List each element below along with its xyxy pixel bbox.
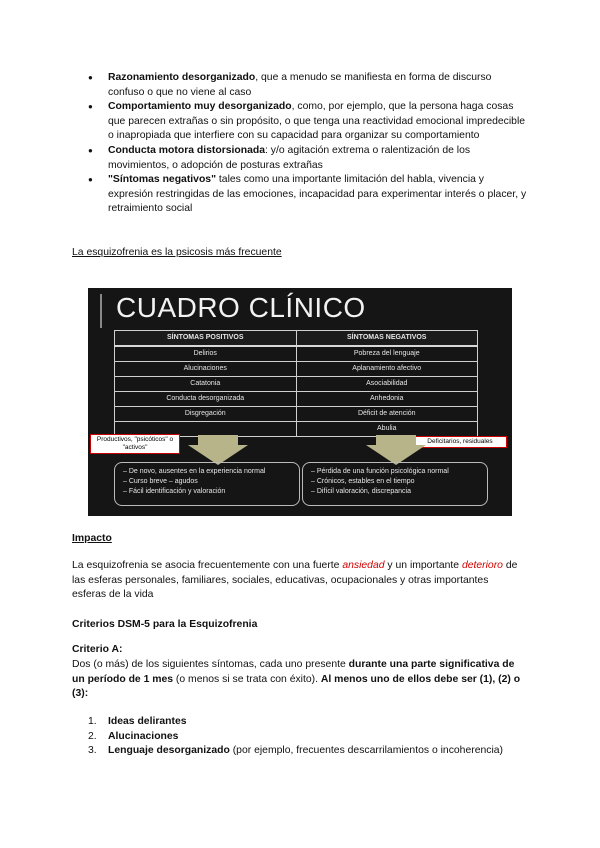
trait-line: – Difícil valoración, discrepancia (311, 488, 411, 495)
text-run: La esquizofrenia se asocia frecuentemente con una fuerte (72, 560, 343, 571)
list-number: 3. (88, 745, 97, 757)
trait-line: – Crónicos, estables en el tiempo (311, 478, 415, 485)
criterio-a-heading: Criterio A: (72, 644, 123, 655)
symptom-bullet-list (88, 71, 528, 217)
symptoms-table (114, 330, 478, 437)
text-run: (o menos si se trata con éxito). (173, 673, 321, 685)
productive-tag: Productivos, "psicóticos" o "activos" (90, 434, 180, 454)
trait-line: – Curso breve – agudos (123, 478, 198, 485)
bullet-bold: Comportamiento muy desorganizado (108, 101, 292, 113)
negative-traits-box (302, 462, 488, 506)
trait-line: – De novo, ausentes en la experiencia normal (123, 468, 266, 475)
header-positive: SÍNTOMAS POSITIVOS (115, 331, 297, 347)
table-cell: Abulia (296, 422, 478, 437)
table-cell: Asociabilidad (296, 377, 478, 392)
impacto-paragraph (72, 559, 522, 603)
down-arrow-icon (366, 435, 426, 465)
list-item (88, 730, 508, 745)
text-run: y un importante (384, 560, 462, 571)
slide-title: CUADRO CLÍNICO (116, 292, 366, 323)
table-cell: Anhedonia (296, 392, 478, 407)
list-bold: Alucinaciones (108, 730, 179, 742)
bullet-text: : y/o agitación extrema o ralentización de los movimientos, o adopción de posturas extrañas (108, 144, 471, 171)
list-text: (por ejemplo, frecuentes descarrilamientos o incoherencia) (229, 745, 504, 757)
trait-line: – Pérdida de una función psicológica normal (311, 468, 449, 475)
table-row (115, 362, 478, 377)
highlight-deterioro: deterioro (461, 560, 503, 571)
deficit-tag: Deficitarios, residuales (413, 436, 507, 448)
table-cell: Pobreza del lenguaje (296, 346, 478, 362)
table-cell: Alucinaciones (115, 362, 297, 377)
highlight-ansiedad: ansiedad (342, 560, 385, 571)
criterio-a-intro (72, 658, 522, 702)
text-run: de las esferas personales, familiares, sociales, educativas, ocupacionales y otras importantes esferas de la vida (72, 560, 518, 601)
positive-traits-box (114, 462, 300, 506)
bullet-bold: "Síntomas negativos" (108, 174, 217, 186)
table-cell: Catatonia (115, 377, 297, 392)
bold-run: durante una parte significativa de un período de 1 mes (72, 659, 515, 685)
slide-accent-bar (100, 294, 102, 328)
text-run: Dos (o más) de los siguientes síntomas, cada uno presente (72, 659, 349, 670)
criteria-list (88, 715, 508, 759)
bullet-bold: Razonamiento desorganizado (108, 72, 256, 83)
table-cell: Delirios (115, 346, 297, 362)
list-item (88, 744, 508, 759)
trait-line: – Fácil identificación y valoración (123, 488, 226, 495)
table-row (115, 392, 478, 407)
bullet-text: , que a menudo se manifiesta en forma de discurso confuso o que no viene al caso (108, 72, 492, 98)
table-row (115, 407, 478, 422)
table-cell: Aplanamiento afectivo (296, 362, 478, 377)
list-number: 1. (88, 716, 97, 727)
list-item (88, 715, 508, 730)
bullet-text: tales como una importante limitación del habla, vivencia y expresión restringidas de las emociones, incapacidad para experimentar interés o placer, y retraimiento social (108, 174, 527, 215)
list-bold: Ideas delirantes (108, 716, 187, 727)
list-item (88, 173, 528, 217)
list-bold: Lenguaje desorganizado (108, 745, 230, 757)
cuadro-clinico-slide (88, 288, 512, 516)
list-number: 2. (88, 730, 97, 742)
psicosis-link[interactable]: La esquizofrenia es la psicosis más frecuente (72, 247, 282, 258)
list-item (88, 100, 528, 144)
bold-run: Al menos uno de ellos debe ser (1), (2) o (3): (72, 673, 521, 700)
table-cell: Conducta desorganizada (115, 392, 297, 407)
table-row (115, 377, 478, 392)
table-header-row (115, 331, 478, 347)
table-cell: Disgregación (115, 407, 297, 422)
bullet-text: , como, por ejemplo, que la persona haga cosas que parecen extrañas o sin propósito, o que tenga una reactividad emocional impredecible o inapropiada que interfiere con su capacidad para organizar su comportamiento (108, 101, 526, 142)
list-item (88, 71, 528, 100)
impacto-heading: Impacto (72, 533, 112, 544)
table-row (115, 346, 478, 362)
header-negative: SÍNTOMAS NEGATIVOS (296, 331, 478, 347)
table-cell: Déficit de atención (296, 407, 478, 422)
criterios-heading: Criterios DSM-5 para la Esquizofrenia (72, 619, 258, 630)
bullet-bold: Conducta motora distorsionada (108, 144, 266, 156)
down-arrow-icon (188, 435, 248, 465)
list-item (88, 144, 528, 173)
